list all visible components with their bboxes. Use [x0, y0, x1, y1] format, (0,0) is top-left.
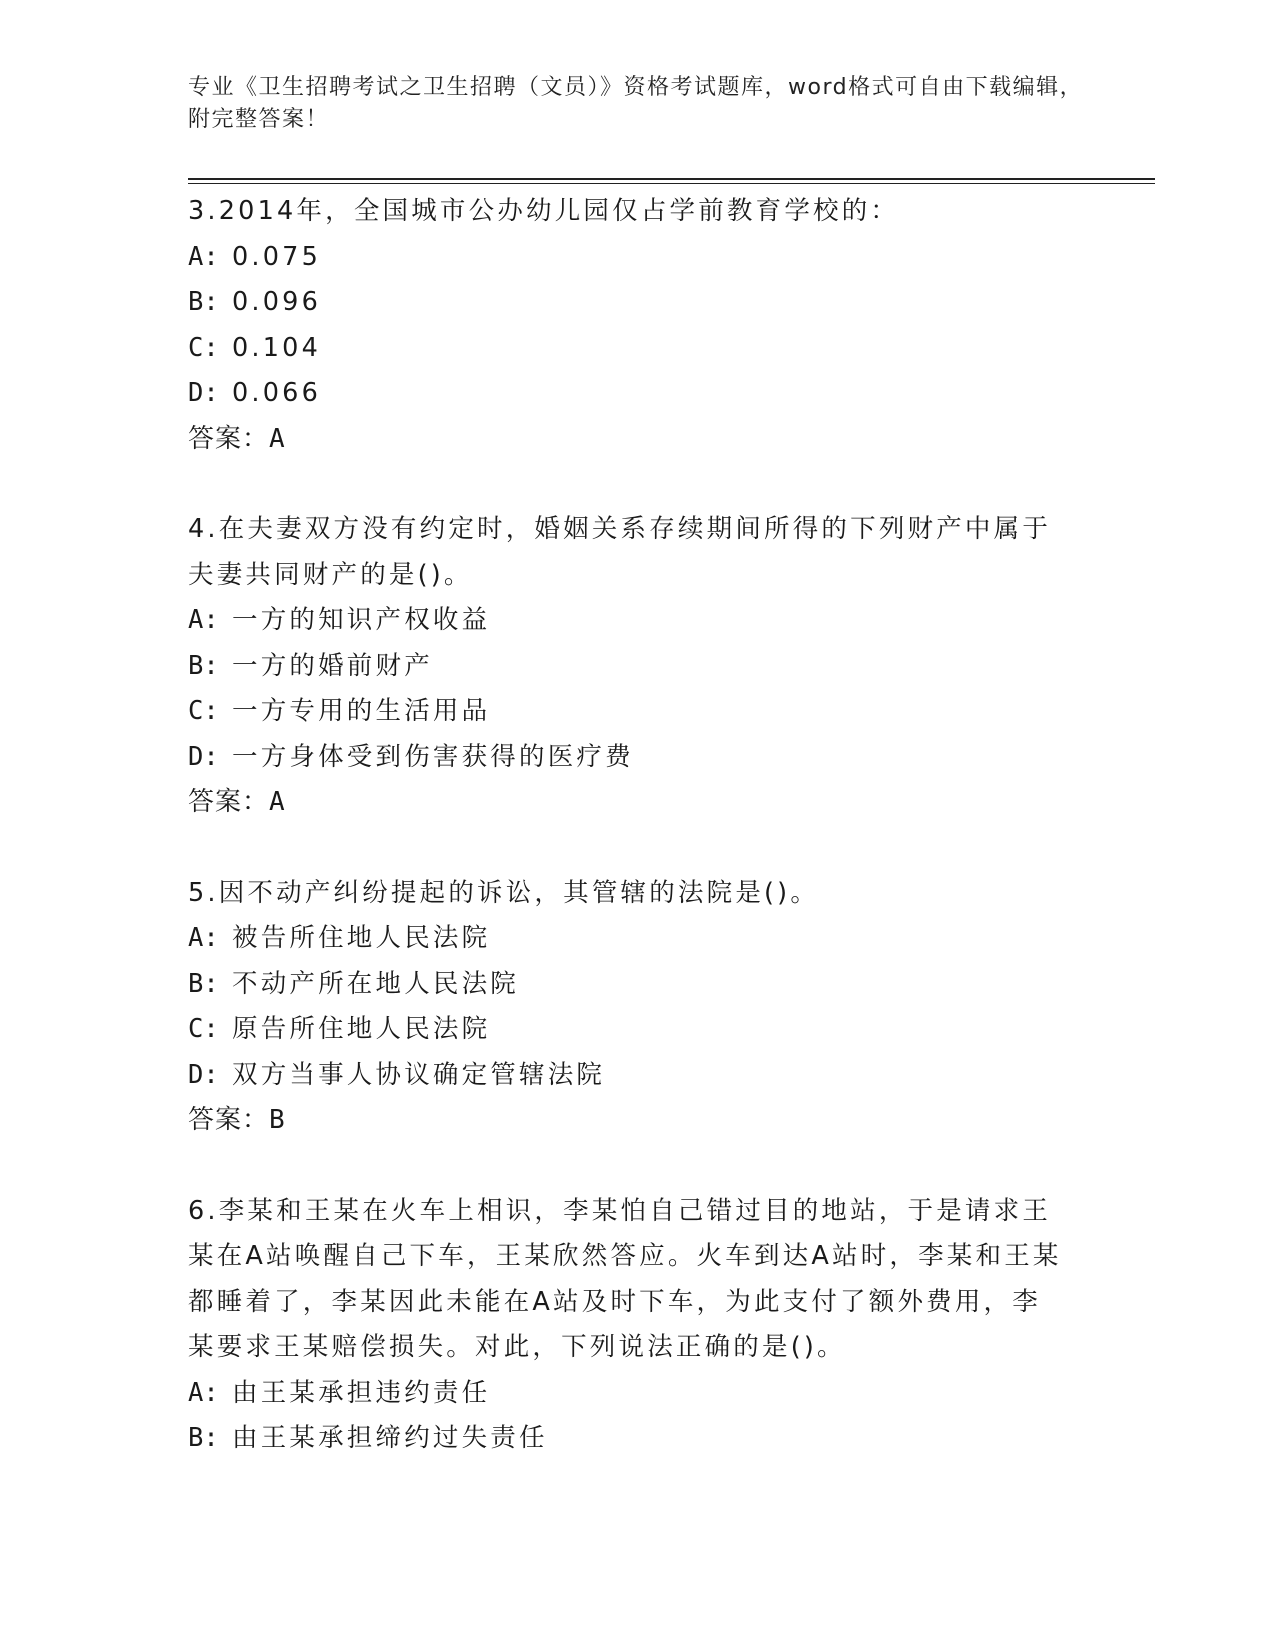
answer-line: [188, 417, 1068, 463]
question-stem: 4.在夫妻双方没有约定时，婚姻关系存续期间所得的下列财产中属于夫妻共同财产的是()。: [188, 514, 1052, 590]
answer-line: [188, 780, 1068, 826]
option-d: [188, 1053, 1068, 1099]
answer-value: A: [269, 787, 286, 817]
question-list: [188, 189, 1068, 1507]
question-5: [188, 871, 1068, 1144]
answer-label: 答案：: [188, 787, 270, 817]
option-text: 0.066: [232, 378, 322, 408]
option-a: [188, 1371, 1068, 1417]
question-4: [188, 507, 1068, 826]
option-text: 0.104: [232, 332, 322, 363]
option-letter: B:: [188, 968, 219, 999]
option-text: 一方身体受到伤害获得的医疗费: [232, 741, 634, 772]
option-letter: D:: [188, 1059, 219, 1090]
option-letter: B:: [188, 1423, 219, 1453]
option-b: [188, 644, 1068, 690]
option-text: 由王某承担违约责任: [232, 1377, 491, 1408]
option-letter: B:: [188, 287, 219, 317]
option-d: [188, 371, 1068, 417]
option-text: 被告所住地人民法院: [232, 923, 491, 953]
option-letter: C:: [188, 1014, 219, 1044]
option-c: [188, 689, 1068, 735]
option-b: [188, 1416, 1068, 1462]
option-letter: A:: [188, 1377, 219, 1408]
option-text: 不动产所在地人民法院: [232, 968, 520, 999]
option-text: 0.096: [232, 287, 322, 317]
option-letter: A:: [188, 923, 219, 953]
option-text: 一方的婚前财产: [232, 650, 433, 681]
header-divider-thin: [188, 183, 1155, 184]
option-c: [188, 1007, 1068, 1053]
option-letter: C:: [188, 332, 219, 363]
option-a: [188, 235, 1068, 281]
option-letter: B:: [188, 650, 219, 681]
answer-value: B: [269, 1105, 286, 1135]
option-c: [188, 326, 1068, 372]
header-divider-thick: [188, 178, 1155, 180]
option-letter: A:: [188, 605, 219, 635]
option-letter: C:: [188, 696, 219, 726]
question-3: [188, 189, 1068, 462]
question-stem: 5.因不动产纠纷提起的诉讼，其管辖的法院是()。: [188, 877, 820, 908]
option-a: [188, 916, 1068, 962]
answer-label: 答案：: [188, 423, 270, 454]
option-a: [188, 598, 1068, 644]
option-text: 由王某承担缔约过失责任: [232, 1423, 548, 1453]
option-text: 一方的知识产权收益: [232, 605, 491, 635]
option-b: [188, 962, 1068, 1008]
option-d: [188, 735, 1068, 781]
answer-value: A: [269, 423, 286, 454]
option-text: 0.075: [232, 241, 322, 272]
question-stem: 3.2014年，全国城市公办幼儿园仅占学前教育学校的：: [188, 196, 900, 226]
question-stem: 6.李某和王某在火车上相识，李某怕自己错过目的地站，于是请求王某在A站唤醒自己下车，王某欣然答应。火车到达A站时，李某和王某都睡着了，李某因此未能在A站及时下车，为此支付了额外费用，李某要求王某赔偿损失。对此，下列说法正确的是()。: [188, 1195, 1062, 1362]
option-b: [188, 280, 1068, 326]
option-text: 一方专用的生活用品: [232, 696, 491, 726]
question-6: [188, 1189, 1068, 1462]
option-letter: A:: [188, 241, 219, 272]
option-letter: D:: [188, 378, 219, 408]
answer-label: 答案：: [188, 1105, 270, 1135]
answer-line: [188, 1098, 1068, 1144]
option-letter: D:: [188, 741, 219, 772]
document-header: 专业《卫生招聘考试之卫生招聘（文员）》资格考试题库，word格式可自由下载编辑，附完整答案！: [188, 75, 1084, 132]
option-text: 双方当事人协议确定管辖法院: [232, 1059, 606, 1090]
option-text: 原告所住地人民法院: [232, 1014, 491, 1044]
